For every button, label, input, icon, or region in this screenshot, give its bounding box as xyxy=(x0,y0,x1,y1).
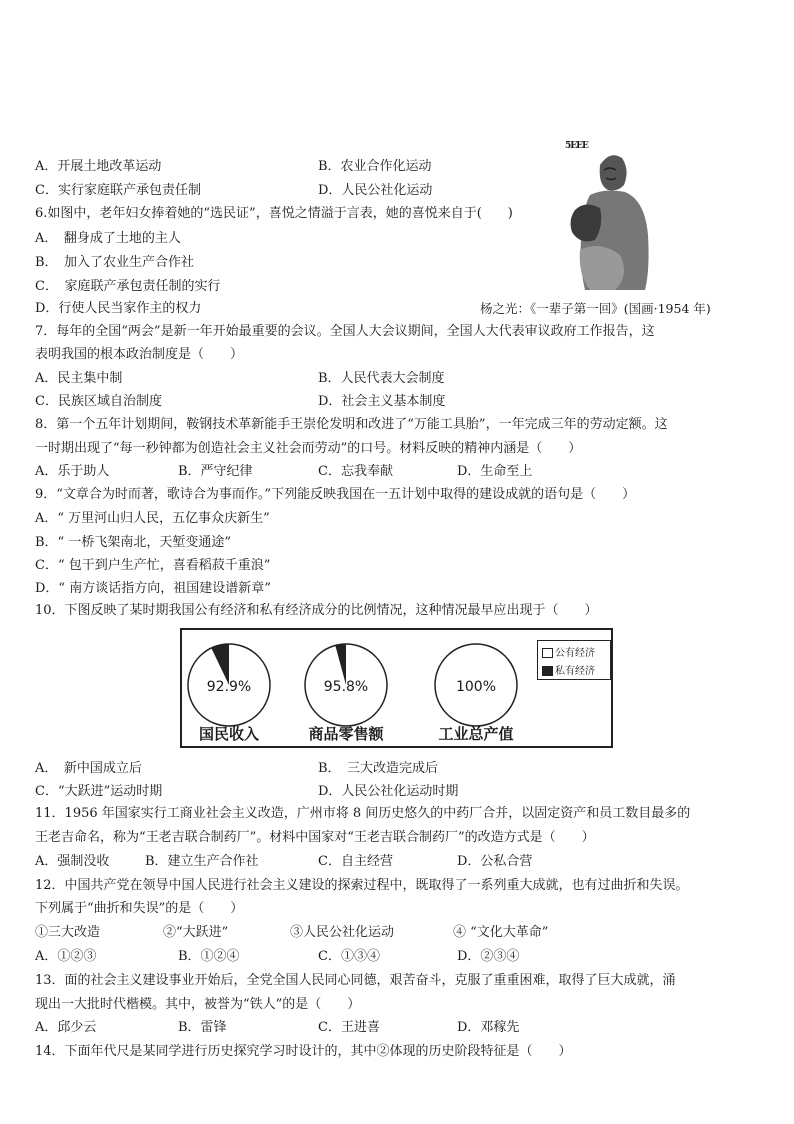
q7-option-a: A．民主集中制 xyxy=(35,371,123,386)
q10-stem: 10．下图反映了某时期我国公有经济和私有经济成分的比例情况，这种情况最早应出现于（ ） xyxy=(35,603,598,618)
q8-stem-line1: 8．第一个五年计划期间，鞍钢技术革新能手王崇伦发明和改进了“万能工具胎”，一年完成三年的劳动定额。这 xyxy=(35,417,668,432)
q6-option-c: C． 家庭联产承包责任制的实行 xyxy=(35,279,221,294)
q9-stem: 9．“文章合为时而著，歌诗合为事而作。”下列能反映我国在一五计划中取得的建设成就的语句是（ ） xyxy=(35,487,636,502)
q11-stem-line1: 11．1956 年国家实行工商业社会主义改造，广州市将 8 间历史悠久的中药厂合并，以固定资产和员工数目最多的 xyxy=(35,806,691,821)
q13-option-b: B．雷锋 xyxy=(178,1020,227,1035)
q6-option-d: D．行使人民当家作主的权力 xyxy=(35,301,202,316)
pie-category-label: 工业总产值 xyxy=(438,725,514,743)
woman-with-voter-card-illustration xyxy=(560,140,660,300)
pie-percent-label: 100% xyxy=(455,679,497,695)
q6-option-b: B． 加入了农业生产合作社 xyxy=(35,255,195,270)
pie-category-label: 商品零售额 xyxy=(308,725,384,743)
q8-option-a: A．乐于助人 xyxy=(35,464,110,479)
legend-swatch-public xyxy=(542,648,553,658)
q5-option-d: D．人民公社化运动 xyxy=(318,183,433,198)
q9-option-c: C．“ 包干到户生产忙，喜看稻菽千重浪” xyxy=(35,558,271,573)
q10-option-b: B． 三大改造完成后 xyxy=(318,761,439,776)
legend-item-public xyxy=(542,644,595,659)
q12-item-2: ②“大跃进” xyxy=(163,925,229,940)
q10-option-a: A． 新中国成立后 xyxy=(35,761,142,776)
q12-item-3: ③人民公社化运动 xyxy=(290,925,395,940)
q5-option-b: B．农业合作化运动 xyxy=(318,159,432,174)
q11-option-b: B．建立生产合作社 xyxy=(145,854,259,869)
header-mark: 5EEE xyxy=(565,141,588,151)
q6-illustration-caption: 杨之光：《一辈子第一回》(国画·1954 年) xyxy=(480,301,711,316)
q13-option-a: A．邱少云 xyxy=(35,1020,97,1035)
q11-option-d: D．公私合营 xyxy=(457,854,533,869)
q12-stem-line2: 下列属于“曲折和失误”的是（ ） xyxy=(35,901,244,916)
q7-option-c: C．民族区域自治制度 xyxy=(35,394,162,409)
q14-stem: 14．下面年代尺是某同学进行历史探究学习时设计的，其中②体现的历史阶段特征是（ ） xyxy=(35,1044,572,1059)
q12-option-c: C．①③④ xyxy=(318,949,380,964)
q13-option-c: C．王进喜 xyxy=(318,1020,380,1035)
q8-stem-line2: 一时期出现了“每一秒钟都为创造社会主义社会而劳动”的口号。材料反映的精神内涵是（ ） xyxy=(35,441,582,456)
q11-option-a: A．强制没收 xyxy=(35,854,110,869)
q6-stem: 6.如图中，老年妇女捧着她的“选民证”，喜悦之情溢于言表，她的喜悦来自于( ) xyxy=(35,206,513,221)
pie-percent-label: 92.9% xyxy=(206,679,252,695)
q5-option-a: A．开展土地改革运动 xyxy=(35,159,162,174)
chart-legend xyxy=(537,640,611,680)
q11-option-c: C．自主经营 xyxy=(318,854,393,869)
q9-option-d: D．“ 南方谈话指方向，祖国建设谱新章” xyxy=(35,581,271,596)
q12-option-a: A．①②③ xyxy=(35,949,97,964)
q8-option-b: B．严守纪律 xyxy=(178,464,253,479)
q7-stem-line2: 表明我国的根本政治制度是（ ） xyxy=(35,347,244,362)
legend-label-public: 公有经济 xyxy=(555,648,595,659)
q7-stem-line1: 7．每年的全国“两会”是新一年开始最重要的会议。全国人大会议期间，全国人大代表审议政府工作报告，这 xyxy=(35,324,655,339)
q7-option-d: D．社会主义基本制度 xyxy=(318,394,446,409)
pie-percent-label: 95.8% xyxy=(323,679,369,695)
q13-option-d: D．邓稼先 xyxy=(457,1020,520,1035)
q8-option-d: D．生命至上 xyxy=(457,464,533,479)
q11-stem-line2: 王老吉命名，称为“王老吉联合制药厂”。材料中国家对“王老吉联合制药厂”的改造方式是（ ） xyxy=(35,830,595,845)
q9-option-a: A．“ 万里河山归人民，五亿事众庆新生” xyxy=(35,511,270,526)
q12-item-1: ①三大改造 xyxy=(35,925,101,940)
legend-label-private: 私有经济 xyxy=(555,666,595,677)
q10-option-d: D．人民公社化运动时期 xyxy=(318,784,459,799)
q9-option-b: B．“ 一桥飞架南北，天堑变通途” xyxy=(35,535,231,550)
q12-item-4: ④ “文化大革命” xyxy=(453,925,549,940)
q13-stem-line2: 现出一大批时代楷模。其中，被誉为“铁人”的是（ ） xyxy=(35,997,361,1012)
pie-category-label: 国民收入 xyxy=(198,725,259,743)
q6-option-a: A． 翻身成了土地的主人 xyxy=(35,231,181,246)
q13-stem-line1: 13．面的社会主义建设事业开始后，全党全国人民同心同德，艰苦奋斗，克服了重重困难，取得了巨大成就，涌 xyxy=(35,973,676,988)
q12-option-d: D．②③④ xyxy=(457,949,520,964)
q5-option-c: C．实行家庭联产承包责任制 xyxy=(35,183,201,198)
q12-stem-line1: 12．中国共产党在领导中国人民进行社会主义建设的探索过程中，既取得了一系列重大成就，也有过曲折和失误。 xyxy=(35,878,689,893)
q10-option-c: C．“大跃进”运动时期 xyxy=(35,784,163,799)
q12-option-b: B．①②④ xyxy=(178,949,240,964)
q7-option-b: B．人民代表大会制度 xyxy=(318,371,445,386)
legend-swatch-private xyxy=(542,666,553,676)
q8-option-c: C．忘我奉献 xyxy=(318,464,393,479)
legend-item-private xyxy=(542,662,595,677)
